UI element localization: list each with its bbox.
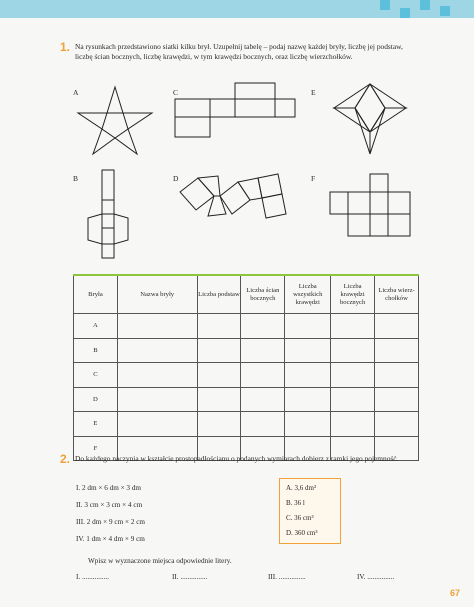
header-pixel: [440, 6, 450, 16]
answer-cell[interactable]: [285, 314, 331, 339]
answer-cell[interactable]: [241, 412, 285, 437]
volume-option: C. 36 cm³: [286, 514, 314, 522]
exercise-1-text: Na rysunkach przedstawiono siatki kilku brył. Uzupełnij tabelę – podaj nazwę każdej bryły, liczbę jej podstaw, liczbę ścian bocznych, liczbę krawędzi, w tym krawędzi bocznych, oraz liczbę wierzchołków.: [75, 42, 403, 61]
col-header: Nazwa bryły: [117, 275, 197, 314]
net-label-d: D: [173, 174, 179, 183]
row-label: C: [74, 363, 118, 388]
answer-cell[interactable]: [117, 338, 197, 363]
row-label: F: [74, 436, 118, 461]
answer-cell[interactable]: [285, 387, 331, 412]
col-header: Liczba krawędzi bocznych: [331, 275, 375, 314]
table-row: [74, 338, 419, 363]
answer-blank-2[interactable]: II. ...............: [172, 573, 208, 581]
col-header: Liczba wszystkich krawędzi: [285, 275, 331, 314]
col-header: Liczba ścian bocznych: [241, 275, 285, 314]
header-pixel: [420, 0, 430, 10]
col-header: Bryła: [74, 275, 118, 314]
answer-cell[interactable]: [331, 363, 375, 388]
answer-cell[interactable]: [197, 363, 241, 388]
table-header-row: [74, 275, 419, 314]
answer-cell[interactable]: [375, 387, 419, 412]
net-label-b: B: [73, 174, 79, 183]
net-a-star-icon: [70, 85, 160, 155]
answer-cell[interactable]: [285, 412, 331, 437]
row-label: E: [74, 412, 118, 437]
answer-cell[interactable]: [241, 338, 285, 363]
exercise-2-text: Do każdego naczynia w kształcie prostopadłościanu o podanych wymiarach dobierz z ramki jego pojemność.: [75, 454, 399, 463]
answer-blank-3[interactable]: III. ...............: [268, 573, 306, 581]
answer-cell[interactable]: [375, 338, 419, 363]
dimension-item: IV. 1 dm × 4 dm × 9 cm: [76, 535, 145, 543]
dimension-item: III. 2 dm × 9 cm × 2 cm: [76, 518, 145, 526]
answer-cell[interactable]: [117, 387, 197, 412]
net-e-pyramid-icon: [330, 80, 410, 160]
header-pixel: [400, 8, 410, 18]
net-label-f: F: [311, 174, 316, 183]
answer-cell[interactable]: [331, 338, 375, 363]
answer-cell[interactable]: [241, 387, 285, 412]
col-header: Liczba wierz-chołków: [375, 275, 419, 314]
net-label-a: A: [73, 88, 79, 97]
volume-option: D. 360 cm³: [286, 529, 318, 537]
row-label: A: [74, 314, 118, 339]
answer-cell[interactable]: [375, 412, 419, 437]
row-label: B: [74, 338, 118, 363]
answer-cell[interactable]: [197, 338, 241, 363]
answer-blank-1[interactable]: I. ...............: [76, 573, 109, 581]
volume-option: B. 36 l: [286, 499, 305, 507]
net-f-cube-icon: [330, 172, 420, 242]
net-c-prism-icon: [175, 80, 300, 140]
page-number: 67: [449, 588, 460, 598]
volume-option: A. 3,6 dm³: [286, 484, 317, 492]
answer-cell[interactable]: [285, 338, 331, 363]
answer-cell[interactable]: [241, 314, 285, 339]
dimension-item: I. 2 dm × 6 dm × 3 dm: [76, 484, 142, 492]
answer-blank-4[interactable]: IV. ...............: [357, 573, 395, 581]
table-row: [74, 363, 419, 388]
net-label-e: E: [311, 88, 316, 97]
dimension-item: II. 3 cm × 3 cm × 4 cm: [76, 501, 143, 509]
net-b-frustum-icon: [88, 170, 138, 260]
answer-cell[interactable]: [331, 387, 375, 412]
table-row: [74, 412, 419, 437]
answer-cell[interactable]: [241, 363, 285, 388]
exercise-2-number: 2.: [60, 452, 71, 466]
net-label-c: C: [173, 88, 179, 97]
table-row: [74, 387, 419, 412]
row-label: D: [74, 387, 118, 412]
answer-cell[interactable]: [117, 363, 197, 388]
net-d-zigzag-icon: [178, 172, 308, 222]
table-row: [74, 314, 419, 339]
header-pixel: [380, 0, 390, 10]
exercise-1-number: 1.: [60, 40, 71, 54]
answer-cell[interactable]: [117, 314, 197, 339]
volume-options-box: [279, 478, 341, 544]
answer-cell[interactable]: [117, 412, 197, 437]
answer-cell[interactable]: [331, 412, 375, 437]
answer-cell[interactable]: [375, 363, 419, 388]
answer-cell[interactable]: [197, 387, 241, 412]
answer-cell[interactable]: [197, 314, 241, 339]
solids-table: [73, 274, 419, 461]
answer-cell[interactable]: [197, 412, 241, 437]
answer-cell[interactable]: [331, 314, 375, 339]
answer-cell[interactable]: [285, 363, 331, 388]
answer-cell[interactable]: [375, 314, 419, 339]
exercise-2-instruction: Wpisz w wyznaczone miejsca odpowiednie litery.: [88, 557, 232, 565]
col-header: Liczba podstaw: [197, 275, 241, 314]
